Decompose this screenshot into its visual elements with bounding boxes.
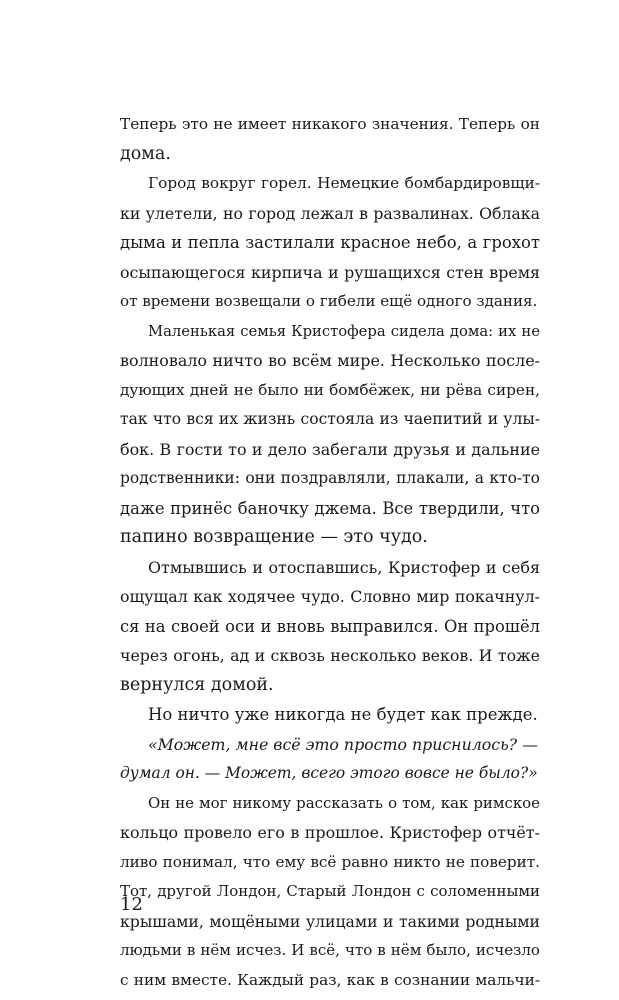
page-number: 12 [120,894,143,915]
text-line: через огонь, ад и сквозь несколько веков. И тоже [120,646,540,665]
text-line: даже принёс баночку джема. Все твердили, что [120,498,540,518]
text-line: дома. [120,143,171,164]
text-line: ки улетели, но город лежал в развалинах. Облака [120,203,540,223]
text-line-italic: думал он. — Может, всего этого вовсе не было?» [120,764,538,782]
text-line: так что вся их жизнь состояла из чаепитий и улы- [120,410,540,428]
text-line: вернулся домой. [120,674,274,695]
text-line: Он не мог никому рассказать о том, как римское [148,793,540,812]
text-line-italic: «Может, мне всё это просто приснилось? — [148,734,538,754]
text-line: ся на своей оси и вновь выправился. Он прошёл [120,616,540,636]
text-line: Тот, другой Лондон, Старый Лондон с соломенными [120,882,540,900]
text-line: Маленькая семья Кристофера сидела дома: их не [148,322,540,340]
text-line: ливо понимал, что ему всё равно никто не поверит. [120,852,540,871]
text-line: от времени возвещали о гибели ещё одного здания. [120,292,538,310]
text-line: родственники: они поздравляли, плакали, а кто-то [120,469,540,487]
text-line: бок. В гости то и дело забегали друзья и дальние [120,439,540,459]
text-line: Но ничто уже никогда не будет как прежде. [148,705,538,724]
text-line: кольцо провело его в прошлое. Кристофер отчёт- [120,823,540,842]
text-line: дующих дней не было ни бомбёжек, ни рёва сирен, [120,380,540,399]
text-line: осыпающегося кирпича и рушащихся стен время [120,262,540,282]
text-line: Город вокруг горел. Немецкие бомбардировщи- [148,174,540,192]
text-line: папино возвращение — это чудо. [120,527,428,547]
body-text [120,110,540,995]
text-line: Теперь это не имеет никакого значения. Теперь он [120,115,540,133]
text-line: с ним вместе. Каждый раз, как в сознании мальчи- [120,970,540,989]
text-line: Отмывшись и отоспавшись, Кристофер и себя [148,557,540,577]
text-line: людьми в нём исчез. И всё, что в нём было, исчезло [120,941,540,959]
text-line: дыма и пепла застилали красное небо, а грохот [120,233,540,252]
text-line: волновало ничто во всём мире. Несколько после- [120,351,540,370]
text-line: крышами, мощёными улицами и такими родными [120,911,540,931]
text-line: ощущал как ходячее чудо. Словно мир покачнул- [120,587,540,606]
